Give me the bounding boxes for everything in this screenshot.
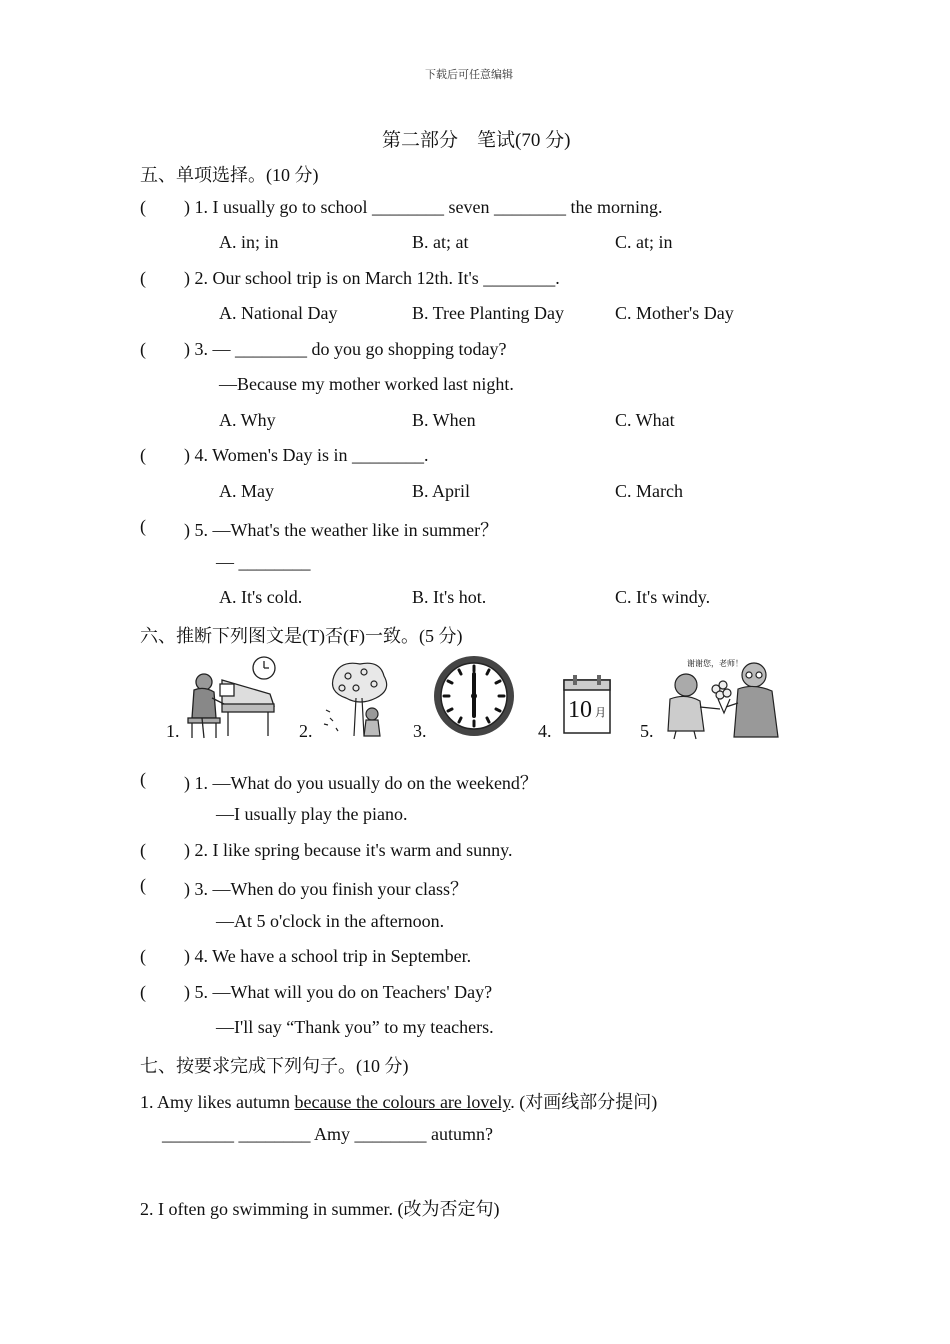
calendar-picture (563, 674, 611, 734)
s7-q1-underlined-part: because the colours are lovely (294, 1092, 511, 1112)
answer-paren[interactable]: ( (140, 840, 146, 860)
answer-paren[interactable]: ( (140, 339, 146, 359)
s5-q3-line2: —Because my mother worked last night. (219, 374, 514, 394)
s5-q5-option-c: C. It's windy. (615, 587, 711, 607)
answer-paren[interactable]: ( (140, 197, 146, 217)
picture-label-1: 1. (166, 721, 180, 741)
s6-q5-line2: —I'll say “Thank you” to my teachers. (216, 1017, 494, 1037)
s5-q2-option-b: B. Tree Planting Day (412, 303, 565, 323)
s5-q5-option-a: A. It's cold. (219, 587, 303, 607)
s6-q4-stem: ) 4. We have a school trip in September. (184, 946, 472, 966)
s5-q5-option-b: B. It's hot. (412, 587, 487, 607)
s5-q2-option-c: C. Mother's Day (615, 303, 734, 323)
speech-text: 谢谢您，老师！ (687, 659, 743, 668)
s5-q3-option-a: A. Why (219, 410, 276, 430)
piano-picture (182, 654, 280, 740)
s5-q1-option-c: C. at; in (615, 232, 673, 252)
calendar-month-unit: 月 (595, 707, 606, 719)
answer-paren[interactable]: ( (140, 445, 146, 465)
teachers-day-picture (660, 655, 784, 739)
s5-q4-option-a: A. May (219, 481, 274, 501)
s7-q1-answer-line[interactable]: ________ ________ Amy ________ autumn? (162, 1124, 493, 1144)
answer-paren[interactable]: ( (140, 946, 146, 966)
teacher-student-icon (660, 655, 784, 739)
picture-label-5: 5. (640, 721, 654, 741)
picture-label-3: 3. (413, 721, 427, 741)
section6-title: 六、推断下列图文是(T)否(F)一致。(5 分) (140, 626, 463, 646)
spring-tree-picture (320, 658, 392, 740)
s7-q1-stem (140, 1088, 657, 1114)
s5-q3-option-b: B. When (412, 410, 476, 430)
part-title: 第二部分 笔试(70 分) (382, 130, 571, 151)
section5-title: 五、单项选择。(10 分) (140, 165, 319, 185)
s5-q5-stem: ) 5. —What's the weather like in summer？ (184, 520, 499, 540)
s6-q1-stem: ) 1. —What do you usually do on the weekend？ (184, 773, 538, 793)
s5-q1-stem: ) 1. I usually go to school ________ seven ________ the morning. (184, 197, 663, 217)
s5-q4-stem: ) 4. Women's Day is in ________. (184, 445, 429, 465)
s5-q3-stem: ) 3. — ________ do you go shopping today? (184, 339, 507, 359)
s6-q1-line2: —I usually play the piano. (216, 804, 408, 824)
s6-q5-stem: ) 5. —What will you do on Teachers' Day? (184, 982, 493, 1002)
s7-q2-stem: 2. I often go swimming in summer. (改为否定句) (140, 1199, 500, 1219)
header-note: 下载后可任意编辑 (425, 69, 513, 81)
s5-q4-option-b: B. April (412, 481, 471, 501)
s5-q5-line2: — ________ (216, 552, 311, 572)
answer-paren[interactable]: ( (140, 982, 146, 1002)
picture-label-2: 2. (299, 721, 313, 741)
answer-paren[interactable]: ( (140, 769, 146, 789)
s7-q1-prefix: 1. Amy likes autumn (140, 1092, 295, 1112)
calendar-number: 10 (568, 697, 592, 723)
answer-paren[interactable]: ( (140, 516, 146, 536)
s5-q4-option-c: C. March (615, 481, 683, 501)
s6-q2-stem: ) 2. I like spring because it's warm and sunny. (184, 840, 513, 860)
s7-q1-suffix: . (对画线部分提问) (510, 1092, 658, 1112)
s6-q3-line2: —At 5 o'clock in the afternoon. (216, 911, 445, 931)
answer-paren[interactable]: ( (140, 875, 146, 895)
s5-q3-option-c: C. What (615, 410, 675, 430)
answer-paren[interactable]: ( (140, 268, 146, 288)
s5-q2-stem: ) 2. Our school trip is on March 12th. It's ________. (184, 268, 560, 288)
s5-q2-option-a: A. National Day (219, 303, 338, 323)
s5-q1-option-b: B. at; at (412, 232, 469, 252)
section7-title: 七、按要求完成下列句子。(10 分) (140, 1056, 409, 1076)
picture-label-4: 4. (538, 721, 552, 741)
s5-q1-option-a: A. in; in (219, 232, 279, 252)
clock-picture (432, 654, 516, 738)
s6-q3-stem: ) 3. —When do you finish your class？ (184, 879, 468, 899)
